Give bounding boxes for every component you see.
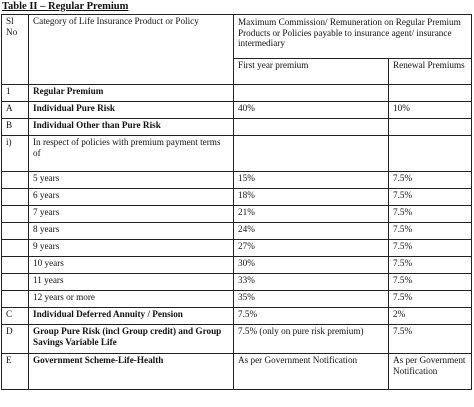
cell-renewal: 7.5% xyxy=(389,274,472,291)
cell-no: E xyxy=(2,354,29,390)
table-row xyxy=(2,291,472,308)
cell-category: Government Scheme-Life-Health xyxy=(29,354,234,390)
header-renewal: Renewal Premiums xyxy=(389,59,472,85)
cell-no xyxy=(2,240,29,257)
cell-first: As per Government Notification xyxy=(234,354,389,390)
header-max-commission: Maximum Commission/ Remuneration on Regular Premium Products or Policies payable to insurance agent/ insurance intermediary xyxy=(234,15,472,59)
table-row xyxy=(2,189,472,206)
cell-no: i) xyxy=(2,136,29,172)
cell-category: Regular Premium xyxy=(29,85,234,102)
commission-table xyxy=(1,14,472,390)
table-row xyxy=(2,308,472,325)
header-sl-no: Sl No xyxy=(2,15,29,85)
cell-category: 5 years xyxy=(29,172,234,189)
table-row xyxy=(2,102,472,119)
cell-renewal: 7.5% xyxy=(389,223,472,240)
table-row xyxy=(2,119,472,136)
cell-first xyxy=(234,85,389,102)
cell-first: 21% xyxy=(234,206,389,223)
cell-renewal: 7.5% xyxy=(389,325,472,354)
cell-first xyxy=(234,119,389,136)
cell-no: C xyxy=(2,308,29,325)
cell-no xyxy=(2,223,29,240)
cell-renewal: 7.5% xyxy=(389,172,472,189)
cell-first: 7.5% xyxy=(234,308,389,325)
cell-category: 7 years xyxy=(29,206,234,223)
cell-category: In respect of policies with premium payment terms of xyxy=(29,136,234,172)
cell-first: 15% xyxy=(234,172,389,189)
cell-renewal: As per Government Notification xyxy=(389,354,472,390)
cell-category: 8 years xyxy=(29,223,234,240)
cell-no: B xyxy=(2,119,29,136)
cell-category: 9 years xyxy=(29,240,234,257)
table-row xyxy=(2,206,472,223)
cell-category: 10 years xyxy=(29,257,234,274)
cell-renewal: 7.5% xyxy=(389,206,472,223)
cell-no xyxy=(2,206,29,223)
cell-category: Individual Deferred Annuity / Pension xyxy=(29,308,234,325)
cell-renewal xyxy=(389,85,472,102)
cell-first: 24% xyxy=(234,223,389,240)
cell-no: D xyxy=(2,325,29,354)
table-row xyxy=(2,257,472,274)
cell-renewal: 7.5% xyxy=(389,291,472,308)
cell-renewal: 10% xyxy=(389,102,472,119)
cell-no xyxy=(2,172,29,189)
table-row xyxy=(2,354,472,390)
table-row xyxy=(2,274,472,291)
cell-renewal xyxy=(389,119,472,136)
cell-first: 27% xyxy=(234,240,389,257)
cell-no xyxy=(2,274,29,291)
table-row xyxy=(2,240,472,257)
cell-no xyxy=(2,257,29,274)
cell-category: 12 years or more xyxy=(29,291,234,308)
cell-first xyxy=(234,136,389,172)
header-first-year: First year premium xyxy=(234,59,389,85)
cell-category: Group Pure Risk (incl Group credit) and Group Savings Variable Life xyxy=(29,325,234,354)
cell-renewal xyxy=(389,136,472,172)
page-title: Table II – Regular Premium xyxy=(2,1,129,12)
cell-category: Individual Pure Risk xyxy=(29,102,234,119)
cell-first: 30% xyxy=(234,257,389,274)
header-category: Category of Life Insurance Product or Policy xyxy=(29,15,234,85)
cell-no xyxy=(2,189,29,206)
cell-first: 35% xyxy=(234,291,389,308)
cell-no xyxy=(2,291,29,308)
cell-renewal: 7.5% xyxy=(389,189,472,206)
cell-first: 18% xyxy=(234,189,389,206)
cell-category: Individual Other than Pure Risk xyxy=(29,119,234,136)
cell-first: 40% xyxy=(234,102,389,119)
cell-first: 33% xyxy=(234,274,389,291)
cell-renewal: 7.5% xyxy=(389,257,472,274)
cell-category: 6 years xyxy=(29,189,234,206)
table-row xyxy=(2,136,472,172)
table-row xyxy=(2,172,472,189)
cell-no: 1 xyxy=(2,85,29,102)
cell-category: 11 years xyxy=(29,274,234,291)
cell-renewal: 2% xyxy=(389,308,472,325)
table-row xyxy=(2,85,472,102)
table-row xyxy=(2,325,472,354)
cell-first: 7.5% (only on pure risk premium) xyxy=(234,325,389,354)
cell-renewal: 7.5% xyxy=(389,240,472,257)
table-row xyxy=(2,223,472,240)
table-header-row xyxy=(2,15,472,59)
cell-no: A xyxy=(2,102,29,119)
